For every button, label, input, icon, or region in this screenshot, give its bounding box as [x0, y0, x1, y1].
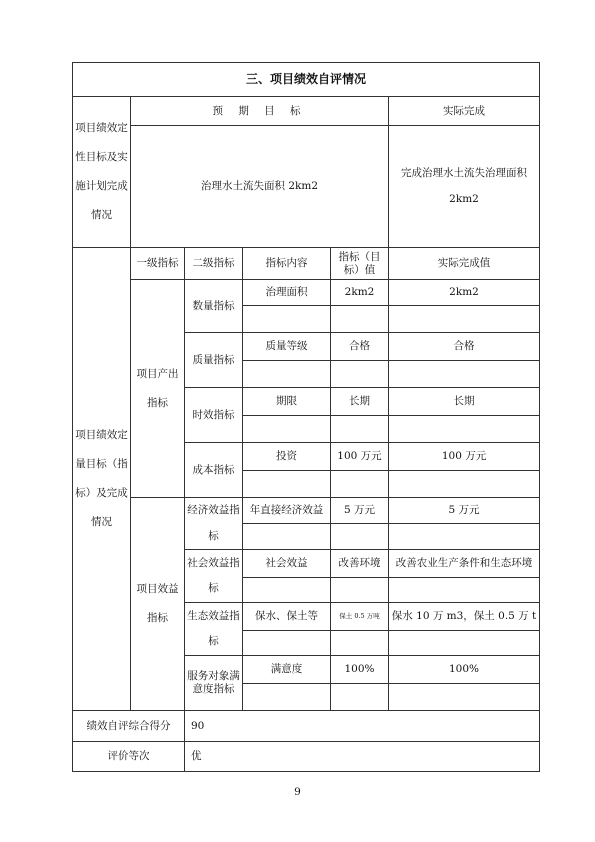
header-level2: 二级指标 — [185, 248, 243, 280]
empty-cell — [243, 416, 331, 443]
quantity-indicator-label: 数量指标 — [185, 280, 243, 333]
grade-label: 评价等次 — [73, 742, 185, 772]
ecological-value: 保土 0.5 万吨 — [331, 603, 389, 631]
empty-cell — [331, 471, 389, 498]
actual-goal: 完成治理水土流失治理面积 2km2 — [389, 126, 540, 248]
empty-cell — [389, 684, 540, 711]
empty-cell — [331, 361, 389, 388]
cost-actual: 100 万元 — [389, 443, 540, 471]
grade-value: 优 — [185, 742, 540, 772]
header-actual-value: 实际完成值 — [389, 248, 540, 280]
quantity-content: 治理面积 — [243, 280, 331, 306]
section-title: 三、项目绩效自评情况 — [73, 63, 540, 97]
social-value: 改善环境 — [331, 550, 389, 578]
economic-indicator-label: 经济效益指标 — [185, 498, 243, 550]
header-content: 指标内容 — [243, 248, 331, 280]
qualitative-label: 项目绩效定性目标及实施计划完成情况 — [73, 97, 131, 248]
empty-cell — [389, 524, 540, 550]
output-indicators-label: 项目产出指标 — [131, 280, 185, 498]
empty-cell — [331, 416, 389, 443]
economic-actual: 5 万元 — [389, 498, 540, 524]
header-level1: 一级指标 — [131, 248, 185, 280]
ecological-indicator-label: 生态效益指标 — [185, 603, 243, 656]
score-label: 绩效自评综合得分 — [73, 711, 185, 742]
empty-cell — [389, 471, 540, 498]
quantity-actual: 2km2 — [389, 280, 540, 306]
header-expected: 预 期 目 标 — [131, 97, 389, 126]
empty-cell — [331, 306, 389, 333]
quantitative-label: 项目绩效定量目标（指标）及完成情况 — [73, 248, 131, 711]
cost-value: 100 万元 — [331, 443, 389, 471]
time-value: 长期 — [331, 388, 389, 416]
empty-cell — [243, 684, 331, 711]
empty-cell — [243, 631, 331, 656]
ecological-content: 保水、保土等 — [243, 603, 331, 631]
cost-indicator-label: 成本指标 — [185, 443, 243, 498]
quality-actual: 合格 — [389, 333, 540, 361]
empty-cell — [243, 306, 331, 333]
empty-cell — [389, 578, 540, 603]
economic-value: 5 万元 — [331, 498, 389, 524]
header-value: 指标（目标）值 — [331, 248, 389, 280]
empty-cell — [331, 684, 389, 711]
economic-content: 年直接经济效益 — [243, 498, 331, 524]
quantity-value: 2km2 — [331, 280, 389, 306]
quality-content: 质量等级 — [243, 333, 331, 361]
satisfaction-content: 满意度 — [243, 656, 331, 684]
time-content: 期限 — [243, 388, 331, 416]
empty-cell — [389, 416, 540, 443]
social-content: 社会效益 — [243, 550, 331, 578]
satisfaction-actual: 100% — [389, 656, 540, 684]
cost-content: 投资 — [243, 443, 331, 471]
empty-cell — [331, 578, 389, 603]
satisfaction-value: 100% — [331, 656, 389, 684]
empty-cell — [243, 524, 331, 550]
empty-cell — [389, 306, 540, 333]
header-actual: 实际完成 — [389, 97, 540, 126]
empty-cell — [331, 631, 389, 656]
quality-value: 合格 — [331, 333, 389, 361]
social-indicator-label: 社会效益指标 — [185, 550, 243, 603]
page-number: 9 — [294, 786, 301, 798]
empty-cell — [243, 578, 331, 603]
empty-cell — [389, 361, 540, 388]
quality-indicator-label: 质量指标 — [185, 333, 243, 388]
social-actual: 改善农业生产条件和生态环境 — [389, 550, 540, 578]
expected-goal: 治理水土流失面积 2km2 — [131, 126, 389, 248]
ecological-actual: 保水 10 万 m3，保土 0.5 万 t — [389, 603, 540, 631]
satisfaction-indicator-label: 服务对象满意度指标 — [185, 656, 243, 711]
time-actual: 长期 — [389, 388, 540, 416]
time-indicator-label: 时效指标 — [185, 388, 243, 443]
empty-cell — [389, 631, 540, 656]
score-value: 90 — [185, 711, 540, 742]
performance-evaluation-table — [72, 62, 540, 772]
benefit-indicators-label: 项目效益指标 — [131, 498, 185, 711]
empty-cell — [243, 471, 331, 498]
empty-cell — [331, 524, 389, 550]
empty-cell — [243, 361, 331, 388]
